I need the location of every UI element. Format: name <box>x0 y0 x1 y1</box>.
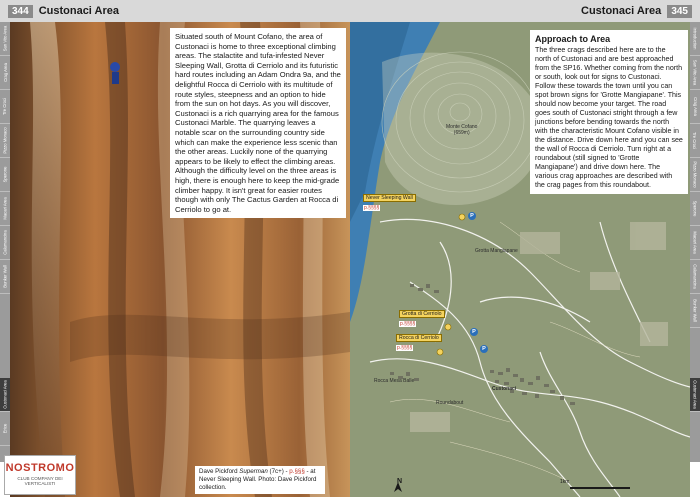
side-tab[interactable]: Introduction <box>690 22 700 56</box>
parking-icon: P <box>468 212 476 220</box>
crag-marker-never-sleeping <box>459 214 465 220</box>
climber <box>110 62 120 72</box>
right-side-tabs <box>690 22 700 462</box>
side-tab[interactable]: Pizzo Monaco <box>0 124 10 158</box>
approach-paragraph: The three crags described here are to the north of Custonaci and are best approached from the SP16. Whether coming from the north or south, look out for signs to Custonaci. Follow these towards the town until you can spot brown signs for 'Grotte Mangiapane'. This should now become your target. The road goes south of Custonaci stright through a few junctions before bending towards the north with the characteristic Mount Cofano visible in the distance. Drive down here and you can see the wall of Rocca di Cerriolo. Turn right at a roundabout (still signed to 'Grotte Mangiapane') and drive down here. The various crag approaches are described with the crag pages from this roundabout. <box>535 46 683 189</box>
caption-page-ref[interactable]: p.§§§ <box>289 468 305 475</box>
left-page-title: Custonaci Area <box>38 5 119 17</box>
side-tab[interactable]: Calamancina <box>690 260 700 294</box>
side-tab[interactable]: Crag Area <box>0 56 10 90</box>
intro-text-box <box>170 28 346 218</box>
map-label-mount: Monte Cofano (659m) <box>446 124 478 136</box>
side-tab[interactable]: Bunker Wall <box>690 294 700 328</box>
left-side-tabs <box>0 22 10 462</box>
side-tab[interactable]: San Vito Area <box>690 56 700 90</box>
side-tab[interactable]: Sperone <box>0 158 10 192</box>
map-label-grotta-mangiapane: Grotta Mangiapane <box>475 248 518 254</box>
left-page-number: 344 <box>8 5 33 18</box>
caption-route-name: Superman <box>239 468 268 475</box>
side-tab[interactable]: Tre Croci <box>0 90 10 124</box>
side-tab[interactable]: Calamancina <box>0 226 10 260</box>
approach-text-box <box>530 30 688 194</box>
crag-label-never-sleeping[interactable]: Never Sleeping Wall <box>363 194 416 202</box>
photo-caption: Dave Pickford Superman (7c+) - p.§§§ - at Never Sleeping Wall. Photo: Dave Pickford collection. <box>195 466 325 494</box>
crag-label-rocca[interactable]: Rocca di Cerriolo <box>396 334 442 342</box>
map-label-rocca-village: Rocca Mesa Balle <box>374 378 415 384</box>
side-tab-active[interactable]: Custonaci Area <box>690 378 700 412</box>
right-page-number: 345 <box>667 5 692 18</box>
map-label-town: Custonaci <box>492 386 517 392</box>
north-label: N <box>397 478 403 485</box>
parking-icon: P <box>470 328 478 336</box>
map-label-roundabout: Roundabout <box>436 400 464 406</box>
crag-page-ref-1[interactable]: p.§§§§ <box>364 205 380 211</box>
crag-label-grotta[interactable]: Grotta di Cerriolo <box>399 310 445 318</box>
side-tab[interactable]: Pizzo Monaco <box>690 158 700 192</box>
side-tab[interactable]: Macari Area <box>690 226 700 260</box>
side-tab[interactable]: Tre Croci <box>690 124 700 158</box>
approach-heading: Approach to Area <box>535 34 611 44</box>
intro-paragraph: Situated south of Mount Cofano, the area of Custonaci is home to three exceptional climbing areas. The stalactite and tufa-infested Never Sleeping Wall, Grotta di Cerriolo and its futuristic hard routes including an Adam Ondra 9a, and the delightful Rocca di Cerriolo with its multitude of route styles, steepness and an option to hide from the sun on hot days. As you will discover, Custonaci is a rich quarrying area for the famous Custonaci Marble. The quarrying leaves a notable scar on the surrounding country side which can make the experience less scenic than the other areas. Luckily none of the quarrying appears to be likely to effect the climbing areas. Although the difficulty level on the three areas is high, there is enough here to keep the mid-grade climber happy. It isn't great for easier routes though with only The Cactus Garden at Rocca di Cerriolo to go at. <box>175 32 341 214</box>
crag-marker-rocca <box>437 349 443 355</box>
scale-label: 1km <box>560 479 570 485</box>
side-tab[interactable]: Crag Area <box>690 90 700 124</box>
side-tab[interactable]: San Vito Area <box>0 22 10 56</box>
crag-page-ref-2[interactable]: p.§§§§ <box>400 321 416 327</box>
side-tab[interactable]: Bunker Wall <box>0 260 10 294</box>
side-tab[interactable]: Sperone <box>690 192 700 226</box>
crag-marker-grotta <box>445 324 451 330</box>
side-tab-active[interactable]: Custonaci Area <box>0 378 10 412</box>
right-page-header <box>350 0 700 22</box>
parking-icon: P <box>480 345 488 353</box>
crag-page-ref-3[interactable]: p.§§§§ <box>397 345 413 351</box>
side-tab[interactable]: Macari Area <box>0 192 10 226</box>
scale-bar <box>570 487 630 489</box>
left-page-header <box>0 0 350 22</box>
side-tab[interactable]: Erice <box>0 412 10 446</box>
roads <box>370 219 690 497</box>
right-page-title: Custonaci Area <box>581 5 662 17</box>
nostromo-logo: NOSTROMO CLUB COMPANY DEI VERTICALISTI <box>4 455 76 495</box>
